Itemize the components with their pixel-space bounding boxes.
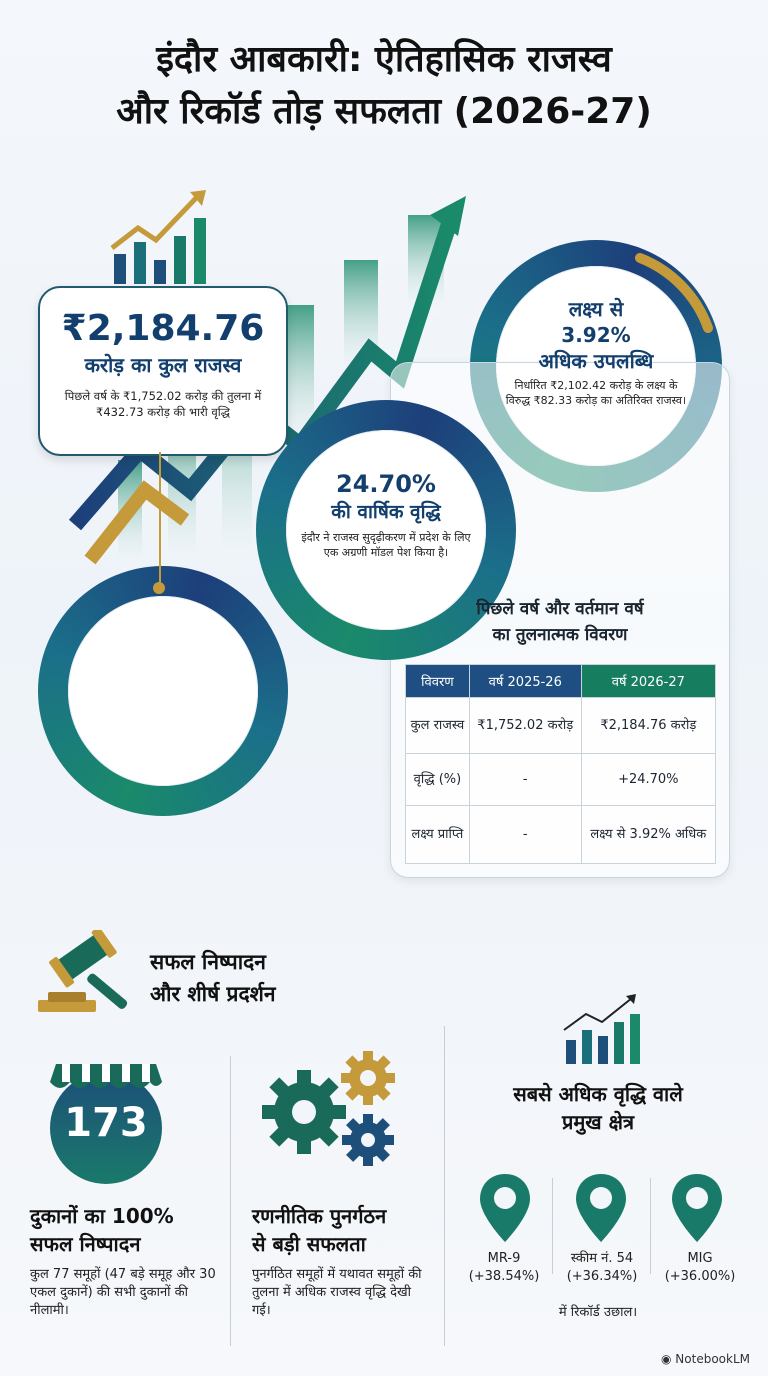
table-row bbox=[406, 754, 716, 806]
growth-chart-icon bbox=[562, 992, 642, 1066]
target-label: अधिक उपलब्धि bbox=[538, 349, 654, 373]
table-row bbox=[406, 698, 716, 754]
shop-count: 173 bbox=[64, 1100, 148, 1146]
revenue-pin-line bbox=[159, 452, 161, 588]
table-cell: +24.70% bbox=[581, 754, 715, 806]
growth-note: इंदौर ने राजस्व सुदृढ़ीकरण में प्रदेश के लिए एक अग्रणी मॉडल पेश किया है। bbox=[301, 531, 471, 559]
area-change: (+36.00%) bbox=[664, 1269, 736, 1284]
table-cell: - bbox=[469, 754, 581, 806]
growth-label: की वार्षिक वृद्धि bbox=[331, 501, 441, 523]
revenue-note: पिछले वर्ष के ₹1,752.02 करोड़ की तुलना में ₹432.73 करोड़ की भारी वृद्धि bbox=[64, 389, 262, 419]
notebooklm-footer bbox=[661, 1352, 750, 1366]
section2-heading bbox=[150, 946, 276, 1010]
growth-value: 24.70% bbox=[336, 470, 436, 498]
area-label-scheme54 bbox=[554, 1250, 650, 1286]
revenue-label: करोड़ का कुल राजस्व bbox=[84, 353, 242, 377]
gavel-icon bbox=[36, 930, 140, 1020]
page-title bbox=[0, 34, 768, 138]
location-pin-icon bbox=[572, 1172, 630, 1244]
shops-title bbox=[30, 1202, 226, 1258]
table-cell: लक्ष्य से 3.92% अधिक bbox=[581, 806, 715, 864]
table-cell: कुल राजस्व bbox=[406, 698, 470, 754]
comparison-table bbox=[405, 664, 716, 864]
title-line-2: और रिकॉर्ड तोड़ सफलता (2026-27) bbox=[116, 91, 652, 132]
area-divider bbox=[552, 1178, 553, 1274]
table-cell: वृद्धि (%) bbox=[406, 754, 470, 806]
growth-circle-text bbox=[296, 470, 476, 560]
comparison-title-line-2: का तुलनात्मक विवरण bbox=[492, 625, 628, 645]
table-header: वर्ष 2025-26 bbox=[469, 665, 581, 698]
target-circle-text bbox=[502, 296, 690, 408]
area-label-mig bbox=[652, 1250, 748, 1286]
shops-text: कुल 77 समूहों (47 बड़े समूह और 30 एकल दुकानें) की सभी दुकानों की नीलामी। bbox=[30, 1267, 216, 1318]
notebooklm-logo-icon: ◉ bbox=[661, 1352, 676, 1366]
area-change: (+38.54%) bbox=[468, 1269, 540, 1284]
target-note: निर्धारित ₹2,102.42 करोड़ के लक्ष्य के विरुद्ध ₹82.33 करोड़ का अतिरिक्त राजस्व। bbox=[505, 379, 687, 407]
area-name: स्कीम नं. 54 bbox=[570, 1251, 634, 1266]
location-pin-icon bbox=[668, 1172, 726, 1244]
target-line1: लक्ष्य से bbox=[568, 297, 624, 321]
section2-heading-line-1: सफल निष्पादन bbox=[150, 950, 266, 974]
total-revenue-card bbox=[38, 286, 288, 456]
restructure-title-line-2: से बड़ी सफलता bbox=[252, 1232, 366, 1256]
restructure-title-line-1: रणनीतिक पुनर्गठन bbox=[252, 1204, 387, 1228]
gears-icon bbox=[256, 1050, 406, 1170]
table-cell: ₹1,752.02 करोड़ bbox=[469, 698, 581, 754]
shops-title-line-1: दुकानों का 100% bbox=[30, 1204, 174, 1228]
growth-areas-title-line-2: प्रमुख क्षेत्र bbox=[561, 1110, 635, 1134]
area-name: MIG bbox=[687, 1251, 713, 1266]
table-header: वर्ष 2026-27 bbox=[581, 665, 715, 698]
table-header-row bbox=[406, 665, 716, 698]
bar-chart-icon bbox=[108, 188, 212, 288]
decorative-ring-left bbox=[38, 566, 288, 816]
shops-title-line-2: सफल निष्पादन bbox=[30, 1232, 141, 1256]
title-line-1: इंदौर आबकारी: ऐतिहासिक राजस्व bbox=[156, 39, 612, 80]
table-cell: ₹2,184.76 करोड़ bbox=[581, 698, 715, 754]
location-pin-icon bbox=[476, 1172, 534, 1244]
section2-heading-line-2: और शीर्ष प्रदर्शन bbox=[150, 982, 276, 1006]
restructure-title bbox=[252, 1202, 438, 1258]
comparison-title-line-1: पिछले वर्ष और वर्तमान वर्ष bbox=[476, 599, 644, 619]
area-label-mr9 bbox=[456, 1250, 552, 1286]
growth-areas-footer: में रिकॉर्ड उछाल। bbox=[558, 1305, 638, 1320]
table-cell: - bbox=[469, 806, 581, 864]
column-divider bbox=[444, 1026, 445, 1346]
area-divider bbox=[650, 1178, 651, 1274]
revenue-amount: ₹2,184.76 bbox=[61, 308, 265, 349]
column-divider bbox=[230, 1056, 231, 1346]
comparison-title bbox=[392, 596, 728, 648]
table-cell: लक्ष्य प्राप्ति bbox=[406, 806, 470, 864]
growth-areas-title-line-1: सबसे अधिक वृद्धि वाले bbox=[513, 1082, 683, 1106]
area-change: (+36.34%) bbox=[566, 1269, 638, 1284]
table-header: विवरण bbox=[406, 665, 470, 698]
table-row bbox=[406, 806, 716, 864]
area-name: MR-9 bbox=[487, 1251, 521, 1266]
footer-text: NotebookLM bbox=[675, 1352, 750, 1366]
target-value: 3.92% bbox=[561, 323, 631, 347]
restructure-text: पुनर्गठित समूहों में यथावत समूहों की तुलना में अधिक राजस्व वृद्धि देखी गई। bbox=[252, 1267, 422, 1318]
revenue-pin-dot bbox=[153, 582, 165, 594]
growth-areas-title bbox=[458, 1080, 738, 1136]
